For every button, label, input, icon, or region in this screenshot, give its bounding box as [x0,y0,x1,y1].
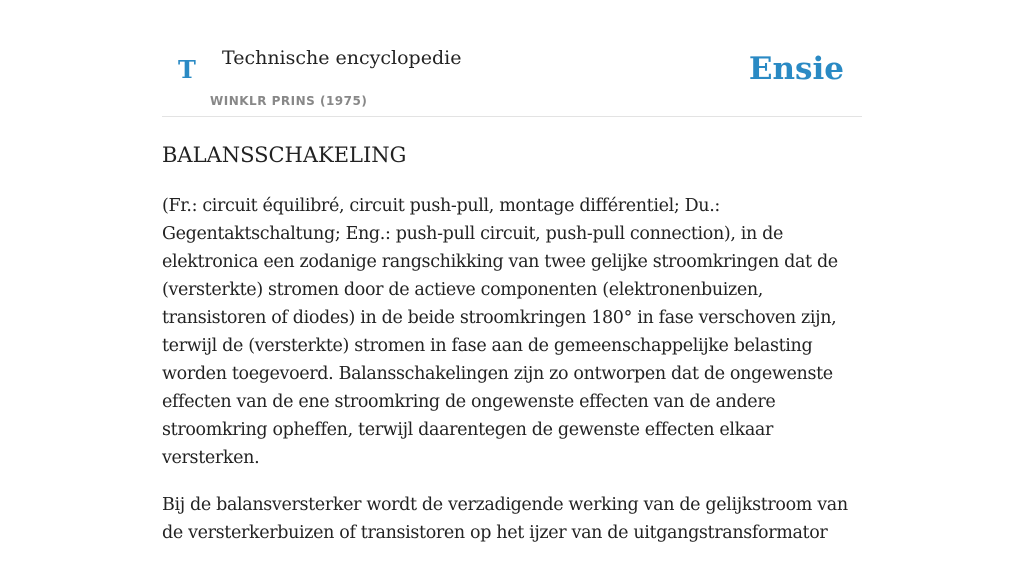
entry-paragraph: (Fr.: circuit équilibré, circuit push-pull, montage différentiel; Du.: Gegentaktschaltung; Eng.: push-pull circuit, push-pull connection), in de elektronica een zodanige rangschikking van twee gelijke stroomkringen dat de (versterkte) stromen door de actieve componenten (elektronenbuizen, transistoren of diodes) in de beide stroomkringen 180° in fase verschoven zijn, terwijl de (versterkte) stromen in fase aan de gemeenschappelijke belasting worden toegevoerd. Balansschakelingen zijn zo ontworpen dat de ongewenste effecten van de ene stroomkring de ongewenste effecten van de andere stroomkring opheffen, terwijl daarentegen de gewenste effecten elkaar versterken. [162,196,838,468]
book-logo-icon[interactable]: T [178,55,196,84]
header [162,0,862,117]
book-source-label: WINKLR PRINS (1975) [210,94,368,108]
entry-paragraph: Bij de balansversterker wordt de verzadigende werking van de gelijkstroom van de versterkerbuizen of transistoren op het ijzer van de uitgangstransformator [162,495,848,543]
book-title-link[interactable]: Technische encyclopedie [222,47,462,69]
entry-title: BALANSSCHAKELING [162,143,407,167]
brand-logo-link[interactable]: Ensie [748,51,844,87]
entry-body [162,192,862,566]
page [162,0,862,543]
